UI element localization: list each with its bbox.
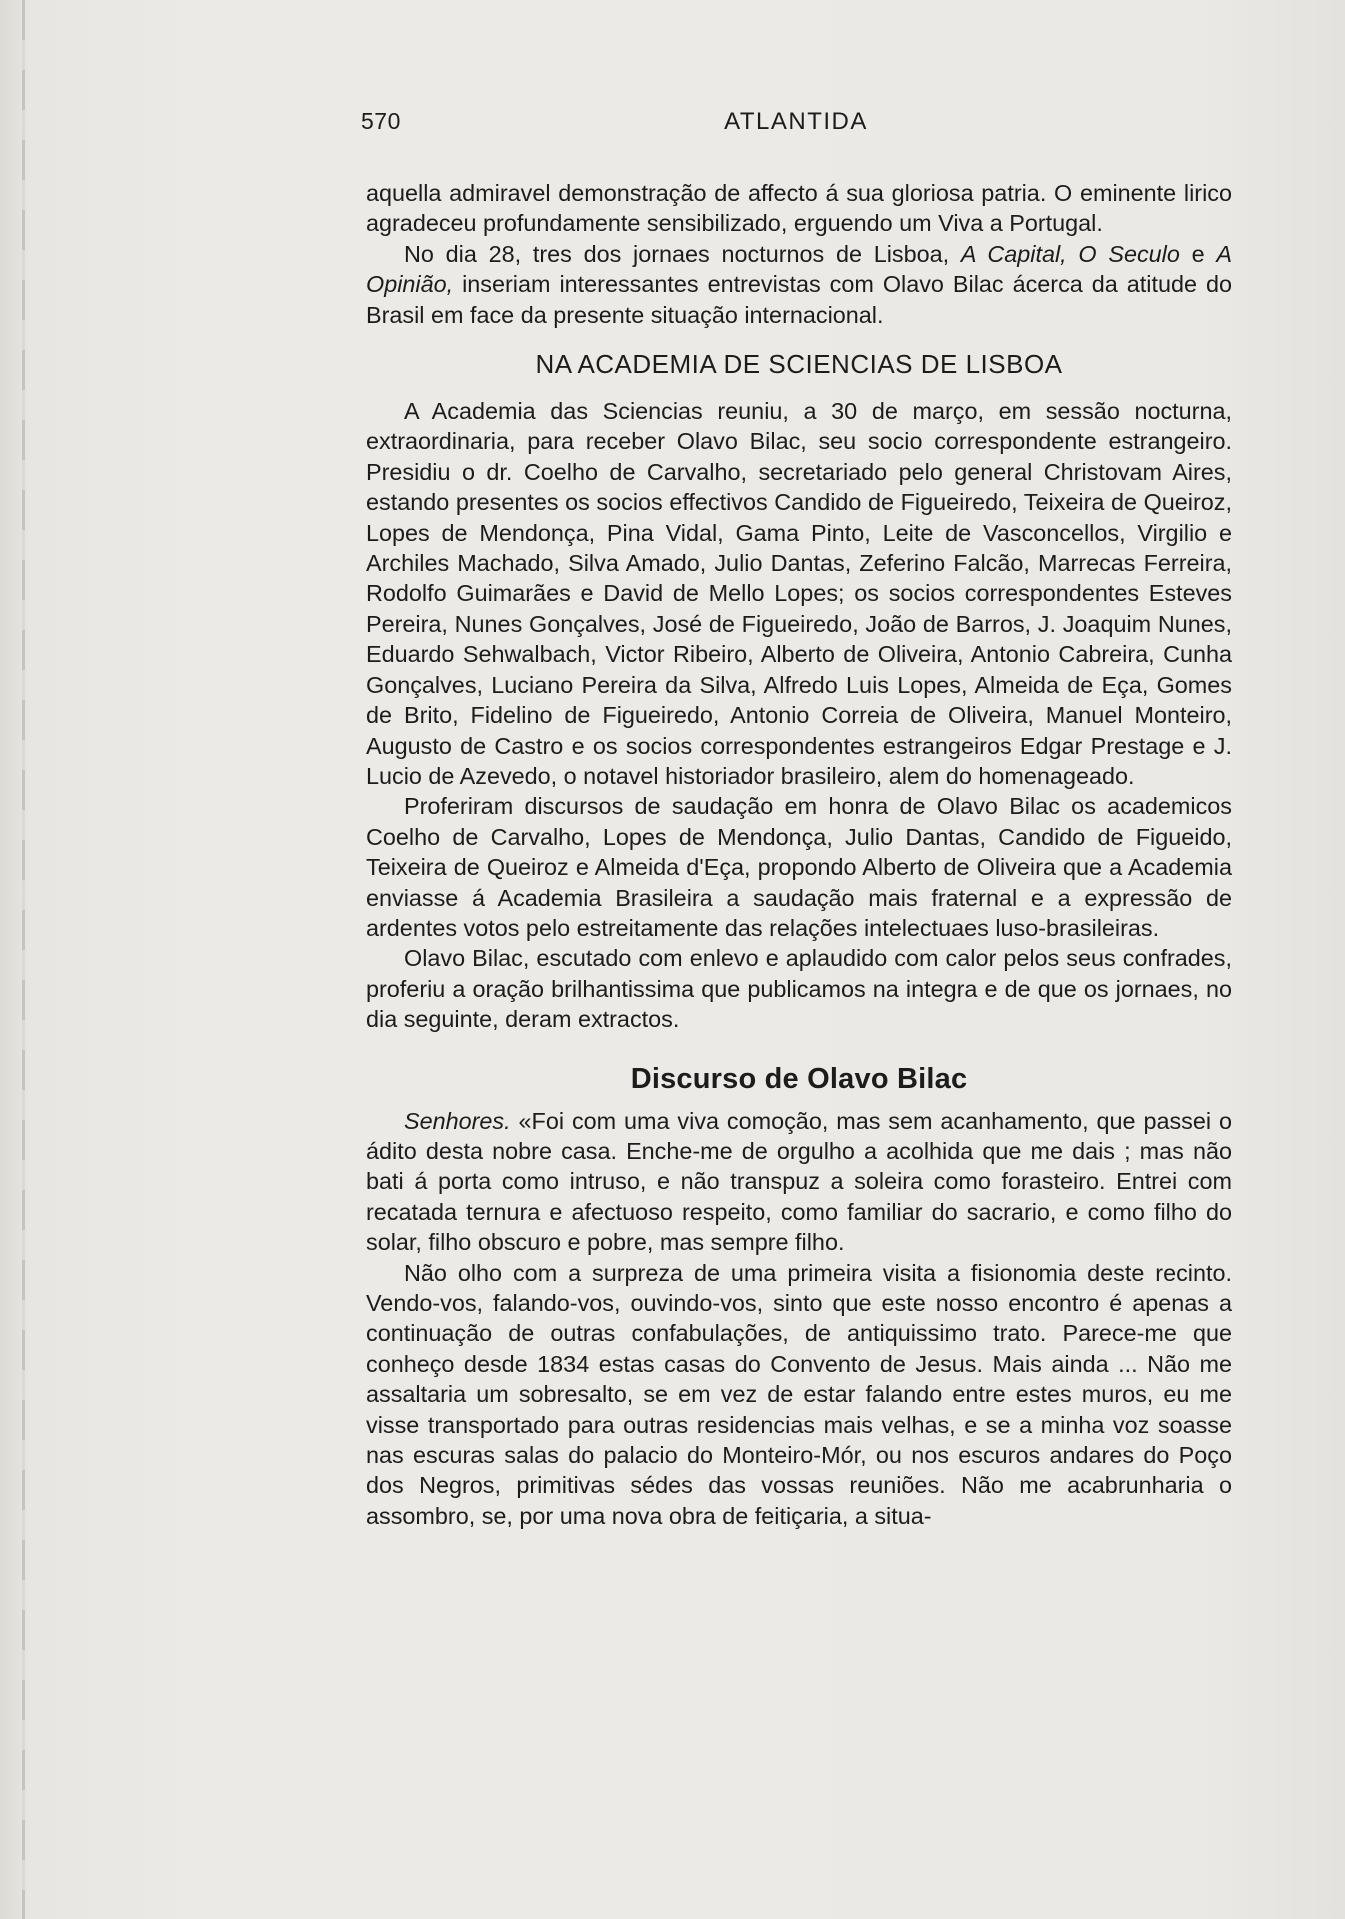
intro-paragraph-2	[366, 239, 1232, 330]
discurso-paragraph-2: Não olho com a surpreza de uma primeira visita a fisionomia deste recinto. Vendo-vos, falando-vos, ouvindo-vos, sinto que este nosso encontro é apenas a continuação de outras confabulações, de antiquissimo trato. Parece-me que conheço desde 1834 estas casas do Convento de Jesus. Mais ainda ... Não me assaltaria um sobresalto, se em vez de estar falando entre estes muros, eu me visse transportado para outras residencias mais velhas, e se a minha voz soasse nas escuras salas do palacio do Monteiro-Mór, ou nos escuros andares do Poço dos Negros, primitivas sédes das vossas reuniões. Não me acabrunharia o assombro, se, por uma nova obra de feitiçaria, a situa-	[366, 1259, 1232, 1529]
page-binding-edge	[22, 0, 25, 1919]
discurso-title: Discurso de Olavo Bilac	[630, 1062, 968, 1095]
running-title: ATLANTIDA	[724, 108, 868, 135]
intro-text-start: No dia 28, tres dos jornaes nocturnos de Lisboa,	[404, 240, 961, 267]
academia-paragraph-2: Proferiram discursos de saudação em honra de Olavo Bilac os academicos Coelho de Carvalho, Lopes de Mendonça, Julio Dantas, Candido de Figueido, Teixeira de Queiroz e Almeida d'Eça, propondo Alberto de Oliveira que a Academia enviasse á Academia Brasileira a saudação mais fraternal e a expressão de ardentes votos pelo estreitamente das relações intelectuaes luso-brasileiras.	[366, 793, 1232, 941]
intro-text-end: inseriam interessantes entrevistas com Olavo Bilac ácerca da atitude do Brasil em face da presente situação internacional.	[366, 271, 1232, 328]
newspaper-name-2: A Opinião,	[366, 240, 1232, 298]
discurso-paragraph-1	[366, 1106, 1232, 1258]
discurso-paragraph-1-text: «Foi com uma viva comoção, mas sem acanhamento, que passei o ádito desta nobre casa. Enche-me de orgulho a acolhida que me dais ; mas não bati á porta como intruso, e não transpuz a soleira como forasteiro. Entrei com recatada ternura e afectuoso respeito, como familiar do sacrario, e como filho do solar, filho obscuro e pobre, mas sempre filho.	[366, 1107, 1232, 1256]
page-number: 570	[361, 108, 401, 134]
page-header	[361, 108, 1231, 148]
newspaper-names-1: A Capital, O Seculo	[960, 240, 1180, 267]
intro-paragraph-1: aquella admiravel demonstração de affecto á sua gloriosa patria. O eminente lirico agradeceu profundamente sensibilizado, erguendo um Viva a Portugal.	[366, 180, 1232, 237]
page-body	[366, 178, 1232, 1531]
section-heading-academia: NA ACADEMIA DE SCIENCIAS DE LISBOA	[535, 349, 1063, 380]
salutation: Senhores.	[404, 1107, 511, 1134]
academia-paragraph-1: A Academia das Sciencias reuniu, a 30 de março, em sessão nocturna, extraordinaria, para receber Olavo Bilac, seu socio correspondente estrangeiro. Presidiu o dr. Coelho de Carvalho, secretariado pelo general Christovam Aires, estando presentes os socios effectivos Candido de Figueiredo, Teixeira de Queiroz, Lopes de Mendonça, Pina Vidal, Gama Pinto, Leite de Vasconcellos, Virgilio e Archiles Machado, Silva Amado, Julio Dantas, Zeferino Falcão, Marrecas Ferreira, Rodolfo Guimarães e David de Mello Lopes; os socios correspondentes Esteves Pereira, Nunes Gonçalves, José de Figueiredo, João de Barros, J. Joaquim Nunes, Eduardo Sehwalbach, Victor Ribeiro, Alberto de Oliveira, Antonio Cabreira, Cunha Gonçalves, Luciano Pereira da Silva, Alfredo Luis Lopes, Almeida de Eça, Gomes de Brito, Fidelino de Figueiredo, Antonio Correia de Oliveira, Manuel Monteiro, Augusto de Castro e os socios correspondentes estrangeiros Edgar Prestage e J. Lucio de Azevedo, o notavel historiador brasileiro, alem do homenageado.	[366, 398, 1232, 789]
intro-text-conjunction: e	[1179, 240, 1217, 267]
academia-paragraph-3: Olavo Bilac, escutado com enlevo e aplaudido com calor pelos seus confrades, proferiu a oração brilhantissima que publicamos na integra e de que os jornaes, no dia seguinte, deram extractos.	[366, 945, 1232, 1033]
